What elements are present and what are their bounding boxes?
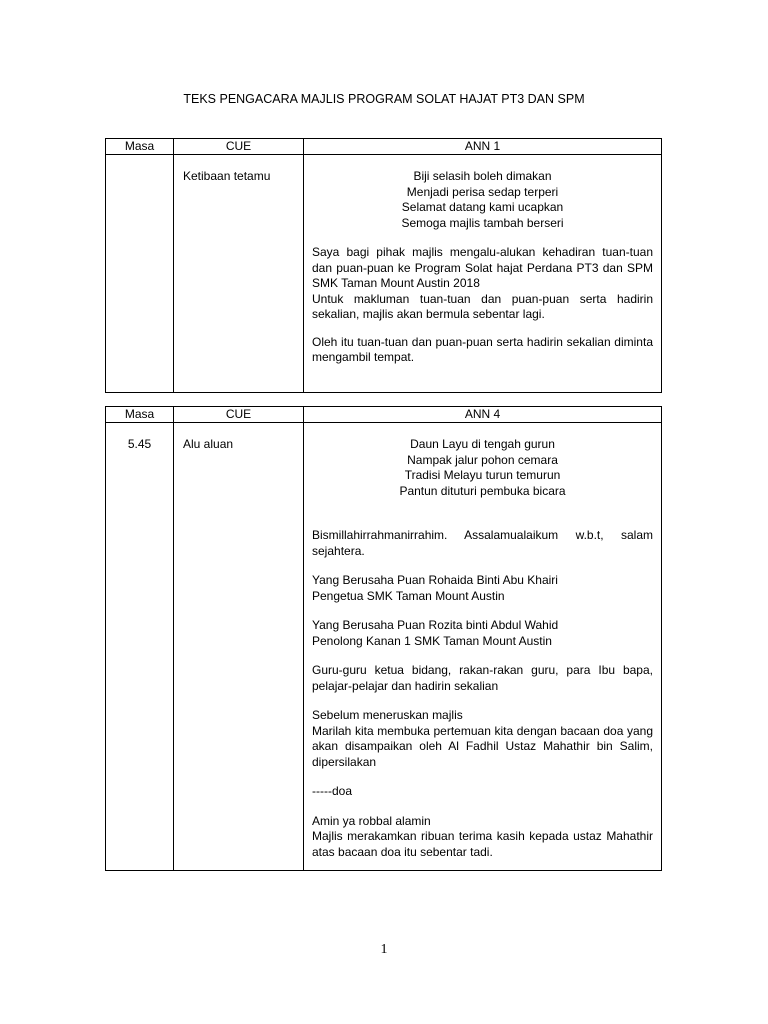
penolong-paragraph	[312, 618, 653, 649]
guru-paragraph: Guru-guru ketua bidang, rakan-rakan guru, para Ibu bapa, pelajar-pelajar dan hadirin sekalian	[312, 663, 653, 693]
page-number: 1	[380, 942, 388, 957]
pantun-line: Selamat datang kami ucapkan	[401, 200, 564, 214]
header-ann: ANN 4	[304, 407, 662, 423]
header-masa: Masa	[106, 407, 174, 423]
paragraph-line: Saya bagi pihak majlis mengalu-alukan kehadiran tuan-tuan dan puan-puan ke Program Solat hajat Perdana PT3 dan SPM SMK Taman Mount Austin 2018	[312, 245, 653, 290]
header-ann: ANN 1	[304, 139, 662, 155]
paragraph-line: Yang Berusaha Puan Rohaida Binti Abu Khairi	[312, 573, 558, 587]
script-table-ann1	[105, 138, 662, 393]
header-cue: CUE	[174, 139, 304, 155]
paragraph-line: Sebelum meneruskan majlis	[312, 708, 463, 722]
header-cue: CUE	[174, 407, 304, 423]
doa-paragraph: -----doa	[312, 784, 353, 798]
ann-cell	[304, 155, 662, 393]
seating-paragraph: Oleh itu tuan-tuan dan puan-puan serta hadirin sekalian diminta mengambil tempat.	[312, 334, 653, 364]
cue-cell: Alu aluan	[174, 423, 304, 871]
pantun-line: Pantun dituturi pembuka bicara	[399, 483, 566, 498]
table-header-row	[106, 407, 662, 423]
paragraph-line: Penolong Kanan 1 SMK Taman Mount Austin	[312, 633, 552, 648]
document-title: TEKS PENGACARA MAJLIS PROGRAM SOLAT HAJAT PT3 DAN SPM	[183, 92, 585, 106]
pantun-line: Nampak jalur pohon cemara	[407, 452, 558, 467]
script-table-ann4	[105, 406, 662, 871]
masa-cell	[106, 155, 174, 393]
paragraph-line: Pengetua SMK Taman Mount Austin	[312, 588, 505, 603]
pantun-line: Menjadi perisa sedap terperi	[406, 184, 559, 199]
pantun	[312, 169, 653, 231]
ann-cell	[304, 423, 662, 871]
pantun-line: Biji selasih boleh dimakan	[413, 169, 552, 183]
pantun-line: Tradisi Melayu turun temurun	[404, 468, 561, 482]
masa-cell: 5.45	[106, 423, 174, 871]
pantun	[312, 437, 653, 499]
paragraph-line: Yang Berusaha Puan Rozita binti Abdul Wahid	[312, 618, 559, 632]
amin-paragraph	[312, 814, 653, 861]
paragraph-line: Majlis merakamkan ribuan terima kasih kepada ustaz Mahathir atas bacaan doa itu sebentar tadi.	[312, 829, 653, 859]
header-masa: Masa	[106, 139, 174, 155]
cue-cell: Ketibaan tetamu	[174, 155, 304, 393]
pantun-line: Daun Layu di tengah gurun	[410, 437, 555, 451]
sebelum-paragraph	[312, 708, 653, 770]
pantun-line: Semoga majlis tambah berseri	[401, 215, 564, 230]
table-row	[106, 155, 662, 393]
welcome-paragraph	[312, 245, 653, 323]
paragraph-line: Marilah kita membuka pertemuan kita dengan bacaan doa yang akan disampaikan oleh Al Fadhil Ustaz Mahathir bin Salim, dipersilakan	[312, 723, 653, 769]
greeting-paragraph: Bismillahirrahmanirrahim. Assalamualaikum w.b.t, salam sejahtera.	[312, 528, 653, 558]
table-row	[106, 423, 662, 871]
paragraph-line: Untuk makluman tuan-tuan dan puan-puan serta hadirin sekalian, majlis akan bermula sebentar lagi.	[312, 291, 653, 321]
paragraph-line: Amin ya robbal alamin	[312, 813, 431, 828]
table-header-row	[106, 139, 662, 155]
pengetua-paragraph	[312, 573, 653, 604]
